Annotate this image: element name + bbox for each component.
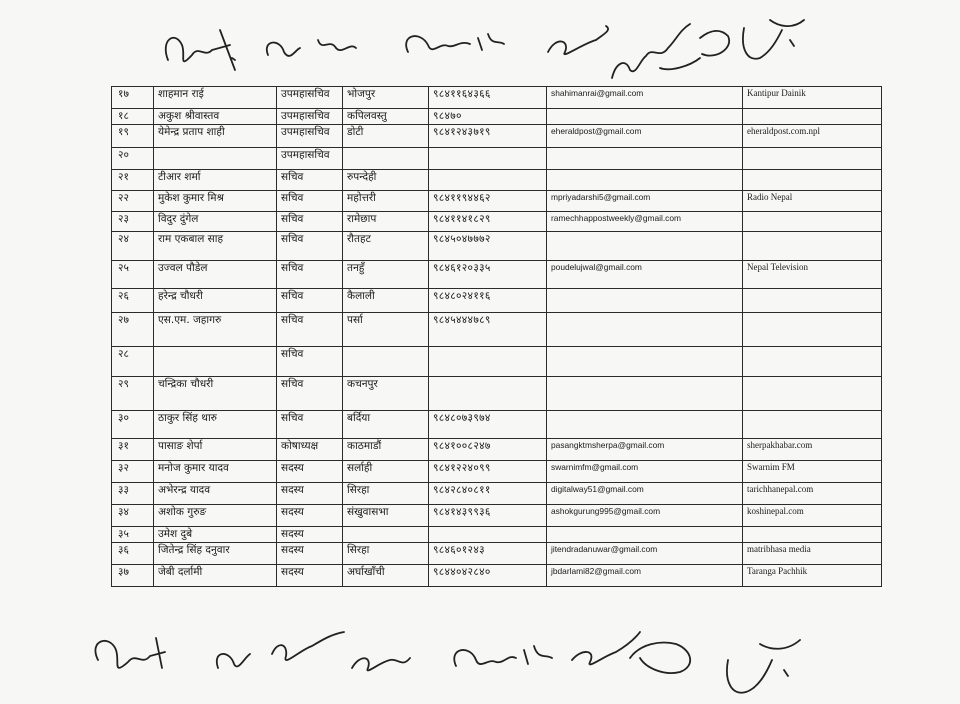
member-post: उपमहासचिव <box>277 148 343 170</box>
member-post: सदस्य <box>277 461 343 483</box>
member-email: jitendradanuwar@gmail.com <box>547 543 743 565</box>
member-district: भोजपुर <box>343 87 429 109</box>
member-district: कैलाली <box>343 289 429 313</box>
signature-3 <box>406 34 504 52</box>
member-media <box>743 411 882 439</box>
table-row <box>112 377 882 411</box>
member-media: sherpakhabar.com <box>743 439 882 461</box>
row-number: ३४ <box>112 505 154 527</box>
member-media: tarichhanepal.com <box>743 483 882 505</box>
member-name: विदुर दुंगेल <box>154 212 277 232</box>
member-name: हरेन्द्र चौधरी <box>154 289 277 313</box>
member-district: तनहुँ <box>343 261 429 289</box>
member-phone: ९८४६०१२४३ <box>429 543 547 565</box>
member-media: matribhasa media <box>743 543 882 565</box>
member-email <box>547 313 743 347</box>
row-number: १९ <box>112 125 154 148</box>
member-media: koshinepal.com <box>743 505 882 527</box>
member-name: जेबी दर्लामी <box>154 565 277 587</box>
member-phone: ९८४११९४४६२ <box>429 191 547 212</box>
member-district: सर्लाही <box>343 461 429 483</box>
member-district: कचनपुर <box>343 377 429 411</box>
member-district: सिरहा <box>343 483 429 505</box>
member-phone: ९८४५०४७७७२ <box>429 232 547 261</box>
member-email: digitalway51@gmail.com <box>547 483 743 505</box>
member-post: कोषाध्यक्ष <box>277 439 343 461</box>
member-email <box>547 148 743 170</box>
member-post: सदस्य <box>277 543 343 565</box>
table-row <box>112 461 882 483</box>
member-email <box>547 347 743 377</box>
member-district: महोत्तरी <box>343 191 429 212</box>
member-district <box>343 347 429 377</box>
member-district: रामेछाप <box>343 212 429 232</box>
row-number: २७ <box>112 313 154 347</box>
member-post: सचिव <box>277 289 343 313</box>
table-row <box>112 191 882 212</box>
member-district: डोटी <box>343 125 429 148</box>
member-district: सिरहा <box>343 543 429 565</box>
table-row <box>112 261 882 289</box>
member-post: सदस्य <box>277 505 343 527</box>
member-phone: ९८४१२२४०९९ <box>429 461 547 483</box>
table-row <box>112 411 882 439</box>
table-row <box>112 313 882 347</box>
row-number: २२ <box>112 191 154 212</box>
member-media <box>743 289 882 313</box>
member-name: पासाङ शेर्पा <box>154 439 277 461</box>
member-name: उमेश दुबे <box>154 527 277 543</box>
row-number: २८ <box>112 347 154 377</box>
member-phone: ९८४६१२०३३५ <box>429 261 547 289</box>
signature-9 <box>352 658 410 670</box>
member-phone: ९८४११४१८२९ <box>429 212 547 232</box>
member-phone <box>429 170 547 191</box>
table-row <box>112 543 882 565</box>
signatures-bottom <box>0 610 960 704</box>
member-post: सचिव <box>277 377 343 411</box>
member-email: ashokgurung995@gmail.com <box>547 505 743 527</box>
member-email: pasangktmsherpa@gmail.com <box>547 439 743 461</box>
member-media <box>743 148 882 170</box>
member-email <box>547 232 743 261</box>
signature-1 <box>166 30 235 70</box>
member-media <box>743 109 882 125</box>
row-number: २१ <box>112 170 154 191</box>
member-phone: ९८४११६४३६६ <box>429 87 547 109</box>
row-number: २३ <box>112 212 154 232</box>
member-name <box>154 148 277 170</box>
member-name: राम एकबाल साह <box>154 232 277 261</box>
member-email: swarnimfm@gmail.com <box>547 461 743 483</box>
member-media <box>743 232 882 261</box>
member-post: सदस्य <box>277 527 343 543</box>
member-post: सचिव <box>277 232 343 261</box>
table-row <box>112 212 882 232</box>
member-district: पर्सा <box>343 313 429 347</box>
member-post: सचिव <box>277 313 343 347</box>
row-number: १७ <box>112 87 154 109</box>
member-media <box>743 170 882 191</box>
signatures-top <box>0 0 960 90</box>
row-number: २९ <box>112 377 154 411</box>
member-email: mpriyadarshi5@gmail.com <box>547 191 743 212</box>
table-row <box>112 483 882 505</box>
member-media <box>743 527 882 543</box>
signature-6 <box>743 20 804 59</box>
member-name: एस.एम. जहागरु <box>154 313 277 347</box>
member-post: सचिव <box>277 411 343 439</box>
member-district: कपिलवस्तु <box>343 109 429 125</box>
member-name: मनोज कुमार यादव <box>154 461 277 483</box>
member-phone <box>429 377 547 411</box>
member-email: ramechhappostweekly@gmail.com <box>547 212 743 232</box>
row-number: ३३ <box>112 483 154 505</box>
member-name: शाहमान राई <box>154 87 277 109</box>
member-post: सदस्य <box>277 483 343 505</box>
member-post: उपमहासचिव <box>277 87 343 109</box>
member-district: अर्घाखाँची <box>343 565 429 587</box>
member-post: सचिव <box>277 212 343 232</box>
row-number: ३० <box>112 411 154 439</box>
table-row <box>112 347 882 377</box>
row-number: २४ <box>112 232 154 261</box>
member-name: मुकेश कुमार मिश्र <box>154 191 277 212</box>
member-district: रौतहट <box>343 232 429 261</box>
table-row <box>112 125 882 148</box>
member-district: रुपन्देही <box>343 170 429 191</box>
member-post: सचिव <box>277 191 343 212</box>
table-row <box>112 439 882 461</box>
member-media <box>743 347 882 377</box>
member-phone <box>429 148 547 170</box>
member-post: सचिव <box>277 261 343 289</box>
table-row <box>112 527 882 543</box>
member-phone <box>429 527 547 543</box>
table-row <box>112 232 882 261</box>
row-number: ३६ <box>112 543 154 565</box>
member-email: eheraldpost@gmail.com <box>547 125 743 148</box>
row-number: ३२ <box>112 461 154 483</box>
member-district: बर्दिया <box>343 411 429 439</box>
members-table <box>111 86 882 587</box>
member-media <box>743 313 882 347</box>
member-phone: ९८४८०२४११६ <box>429 289 547 313</box>
member-phone: ९८४२८४०८११ <box>429 483 547 505</box>
member-email <box>547 109 743 125</box>
signature-8 <box>217 632 344 668</box>
member-post: उपमहासचिव <box>277 125 343 148</box>
row-number: ३५ <box>112 527 154 543</box>
member-media <box>743 212 882 232</box>
signature-4 <box>548 26 608 54</box>
member-name: अशोक गुरुङ <box>154 505 277 527</box>
signature-10 <box>454 646 552 666</box>
member-email: jbdarlami82@gmail.com <box>547 565 743 587</box>
member-media: Swarnim FM <box>743 461 882 483</box>
table-row <box>112 289 882 313</box>
signature-2 <box>267 40 356 56</box>
member-media: Radio Nepal <box>743 191 882 212</box>
member-phone: ९८४७० <box>429 109 547 125</box>
signature-5 <box>612 24 729 78</box>
row-number: २५ <box>112 261 154 289</box>
member-email <box>547 289 743 313</box>
member-media: Taranga Pachhik <box>743 565 882 587</box>
member-phone: ९८४१२४३७१९ <box>429 125 547 148</box>
member-phone: ९८४१४३९९३६ <box>429 505 547 527</box>
member-district <box>343 148 429 170</box>
member-post: उपमहासचिव <box>277 109 343 125</box>
row-number: ३७ <box>112 565 154 587</box>
member-email <box>547 411 743 439</box>
member-district <box>343 527 429 543</box>
row-number: १८ <box>112 109 154 125</box>
table-row <box>112 148 882 170</box>
row-number: ३१ <box>112 439 154 461</box>
member-district: संखुवासभा <box>343 505 429 527</box>
member-phone: ९८४८०७३९७४ <box>429 411 547 439</box>
member-name: चन्द्रिका चौधरी <box>154 377 277 411</box>
signature-11 <box>572 632 690 673</box>
member-name: टीआर शर्मा <box>154 170 277 191</box>
table-row <box>112 87 882 109</box>
member-district: काठमाडौं <box>343 439 429 461</box>
member-media: Kantipur Dainik <box>743 87 882 109</box>
member-phone: ९८४४०४२८४० <box>429 565 547 587</box>
signature-7 <box>95 638 165 668</box>
member-name <box>154 347 277 377</box>
member-name: अकुश श्रीवास्तव <box>154 109 277 125</box>
member-post: सदस्य <box>277 565 343 587</box>
member-name: उज्वल पौडेल <box>154 261 277 289</box>
row-number: २० <box>112 148 154 170</box>
member-name: ठाकुर सिंह थारु <box>154 411 277 439</box>
member-media <box>743 377 882 411</box>
member-name: जितेन्द्र सिंह दनुवार <box>154 543 277 565</box>
table-row <box>112 109 882 125</box>
member-email: poudelujwal@gmail.com <box>547 261 743 289</box>
member-name: अभेरन्द्र यादव <box>154 483 277 505</box>
table-row <box>112 505 882 527</box>
table-row <box>112 565 882 587</box>
member-email: shahimanrai@gmail.com <box>547 87 743 109</box>
member-media: Nepal Television <box>743 261 882 289</box>
member-email <box>547 527 743 543</box>
row-number: २६ <box>112 289 154 313</box>
member-name: येमेन्द्र प्रताप शाही <box>154 125 277 148</box>
table-row <box>112 170 882 191</box>
member-email <box>547 170 743 191</box>
member-post: सचिव <box>277 347 343 377</box>
member-post: सचिव <box>277 170 343 191</box>
member-phone: ९८४१००८२४७ <box>429 439 547 461</box>
signature-12 <box>727 640 800 693</box>
member-email <box>547 377 743 411</box>
member-media: eheraldpost.com.npl <box>743 125 882 148</box>
member-phone: ९८४५४४४७८९ <box>429 313 547 347</box>
member-phone <box>429 347 547 377</box>
